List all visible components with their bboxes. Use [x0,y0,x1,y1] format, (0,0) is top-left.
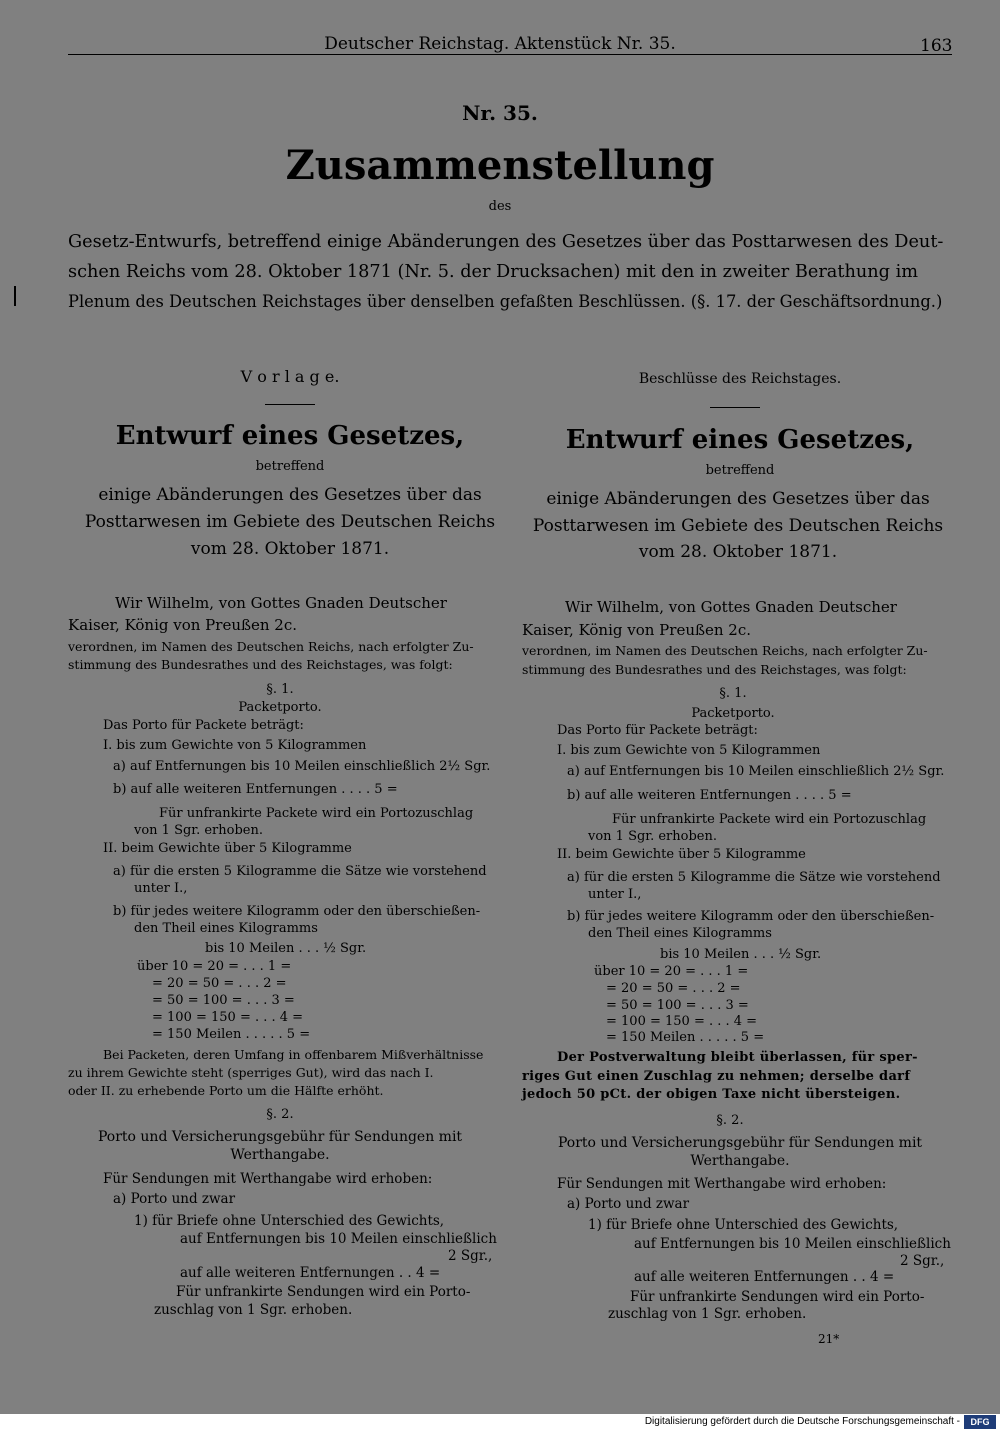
left-s2-title-1: Porto und Versicherungsgebühr für Sendungen mit [97,1129,463,1145]
right-porto-11: den Theil eines Kilogramms [588,926,772,941]
right-draft-title: Entwurf eines Gesetzes, [565,425,915,455]
right-betreffend: betreffend [705,463,775,478]
digitization-credit: Digitalisierung gefördert durch die Deutsche Forschungsgemeinschaft - [644,1416,960,1427]
left-s1: §. 1. [266,682,294,697]
right-s2-3: 1) für Briefe ohne Unterschied des Gewichts, [588,1217,899,1233]
right-table-row-3: = 20 = 50 = . . . 2 = [606,981,741,996]
left-enact-2: Kaiser, König von Preußen 2c. [68,616,298,634]
left-table-row-4: = 50 = 100 = . . . 3 = [152,993,295,1008]
right-enact-2: Kaiser, König von Preußen 2c. [522,621,752,639]
right-s2-1: Für Sendungen mit Werthangabe wird erhoben: [557,1176,887,1192]
signature-mark: 21* [818,1332,840,1346]
left-s2: §. 2. [266,1107,294,1122]
right-enact-4: stimmung des Bundesrathes und des Reichstages, was folgt: [522,662,907,677]
left-s2-8: zuschlag von 1 Sgr. erhoben. [154,1302,353,1318]
left-porto-8: a) für die ersten 5 Kilogramme die Sätze wie vorstehend [113,864,487,879]
right-table-row-1: bis 10 Meilen . . . ½ Sgr. [660,947,822,962]
left-bulk-3: oder II. zu erhebende Porto um die Hälfte erhöht. [68,1083,384,1098]
right-bulk-3: jedoch 50 pCt. der obigen Taxe nicht übersteigen. [522,1087,901,1102]
title-des: des [488,199,512,214]
intro-line-3: Plenum des Deutschen Reichstages über denselben gefaßten Beschlüssen. (§. 17. der Geschäftsordnung.) [68,292,943,311]
left-porto-7: II. beim Gewichte über 5 Kilogramme [103,841,352,856]
right-porto-5: Für unfrankirte Packete wird ein Portozuschlag [612,812,927,827]
left-enact-3: verordnen, im Namen des Deutschen Reichs, nach erfolgter Zu- [68,639,474,654]
right-s2-5: 2 Sgr., [900,1253,945,1269]
right-porto-2: I. bis zum Gewichte von 5 Kilogrammen [557,743,821,758]
right-s1-title: Packetporto. [691,706,775,721]
left-porto-3: a) auf Entfernungen bis 10 Meilen einschließlich 2½ Sgr. [113,759,491,774]
left-s2-1: Für Sendungen mit Werthangabe wird erhoben: [103,1171,433,1187]
right-table-row-5: = 100 = 150 = . . . 4 = [606,1014,758,1029]
right-s2-title-1: Porto und Versicherungsgebühr für Sendungen mit [557,1135,923,1151]
left-draft-title: Entwurf eines Gesetzes, [115,421,465,451]
right-table-row-4: = 50 = 100 = . . . 3 = [606,998,749,1013]
right-heading-rule [710,407,760,408]
right-table-row-2: über 10 = 20 = . . . 1 = [594,964,749,979]
right-enact-1: Wir Wilhelm, von Gottes Gnaden Deutscher [565,598,897,616]
right-porto-3: a) auf Entfernungen bis 10 Meilen einschließlich 2½ Sgr. [567,764,945,779]
margin-mark [14,286,16,306]
left-subject-2: Posttarwesen im Gebiete des Deutschen Reichs [84,512,496,532]
document-number: Nr. 35. [462,101,538,125]
left-table-row-3: = 20 = 50 = . . . 2 = [152,976,287,991]
running-title: Deutscher Reichstag. Aktenstück Nr. 35. [324,34,676,54]
page-number: 163 [920,36,953,56]
left-s2-3: 1) für Briefe ohne Unterschied des Gewichts, [134,1213,445,1229]
right-s2-title-2: Werthangabe. [690,1153,790,1169]
right-porto-4: b) auf alle weiteren Entfernungen . . . . 5 = [567,788,852,803]
dfg-logo: DFG [964,1415,996,1429]
right-s2-6: auf alle weiteren Entfernungen . . 4 = [634,1269,895,1285]
left-porto-6: von 1 Sgr. erhoben. [134,823,263,838]
right-s2-7: Für unfrankirte Sendungen wird ein Porto- [630,1289,925,1305]
document-title: Zusammenstellung [285,142,715,189]
left-enact-4: stimmung des Bundesrathes und des Reichstages, was folgt: [68,657,453,672]
left-subject-1: einige Abänderungen des Gesetzes über das [98,485,482,505]
left-betreffend: betreffend [255,459,325,474]
right-s2-4: auf Entfernungen bis 10 Meilen einschließlich [634,1236,951,1252]
right-column-heading: Beschlüsse des Reichstages. [638,371,842,387]
left-s2-title-2: Werthangabe. [230,1147,330,1163]
right-subject-1: einige Abänderungen des Gesetzes über das [546,489,930,509]
left-s2-5: 2 Sgr., [448,1248,493,1264]
left-s1-title: Packetporto. [238,700,322,715]
left-table-row-6: = 150 Meilen . . . . . 5 = [152,1027,311,1042]
right-subject-3: vom 28. Oktober 1871. [638,542,838,562]
left-heading-rule [265,404,315,405]
left-table-row-5: = 100 = 150 = . . . 4 = [152,1010,304,1025]
header-rule [68,54,952,55]
right-bulk-2: riges Gut einen Zuschlag zu nehmen; derselbe darf [522,1069,911,1084]
left-porto-4: b) auf alle weiteren Entfernungen . . . . 5 = [113,782,398,797]
intro-line-1: Gesetz-Entwurfs, betreffend einige Abänderungen des Gesetzes über das Posttarwesen des Deut- [68,232,944,252]
left-bulk-1: Bei Packeten, deren Umfang in offenbarem Mißverhältnisse [103,1047,484,1062]
right-porto-6: von 1 Sgr. erhoben. [588,829,717,844]
left-table-row-2: über 10 = 20 = . . . 1 = [137,959,292,974]
left-porto-5: Für unfrankirte Packete wird ein Portozuschlag [159,806,474,821]
left-porto-11: den Theil eines Kilogramms [134,921,318,936]
right-bulk-1: Der Postverwaltung bleibt überlassen, für sper- [557,1050,918,1065]
left-column-heading: V o r l a g e. [240,367,340,386]
right-s2: §. 2. [716,1113,744,1128]
left-bulk-2: zu ihrem Gewichte steht (sperriges Gut), wird das nach I. [68,1065,434,1080]
left-porto-1: Das Porto für Packete beträgt: [103,718,304,733]
left-s2-4: auf Entfernungen bis 10 Meilen einschließlich [180,1231,497,1247]
left-s2-6: auf alle weiteren Entfernungen . . 4 = [180,1265,441,1281]
right-s1: §. 1. [719,686,747,701]
right-s2-8: zuschlag von 1 Sgr. erhoben. [608,1306,807,1322]
left-porto-10: b) für jedes weitere Kilogramm oder den überschießen- [113,904,481,919]
right-table-row-6: = 150 Meilen . . . . . 5 = [606,1030,765,1045]
intro-line-2: schen Reichs vom 28. Oktober 1871 (Nr. 5. der Drucksachen) mit den in zweiter Berathung im [68,262,919,282]
left-porto-2: I. bis zum Gewichte von 5 Kilogrammen [103,738,367,753]
right-porto-10: b) für jedes weitere Kilogramm oder den überschießen- [567,909,935,924]
right-porto-9: unter I., [588,887,642,902]
left-enact-1: Wir Wilhelm, von Gottes Gnaden Deutscher [115,594,447,612]
right-s2-2: a) Porto und zwar [567,1196,690,1212]
left-subject-3: vom 28. Oktober 1871. [190,539,390,559]
right-porto-7: II. beim Gewichte über 5 Kilogramme [557,847,806,862]
left-table-row-1: bis 10 Meilen . . . ½ Sgr. [205,941,367,956]
right-enact-3: verordnen, im Namen des Deutschen Reichs, nach erfolgter Zu- [522,643,928,658]
right-porto-8: a) für die ersten 5 Kilogramme die Sätze wie vorstehend [567,870,941,885]
left-porto-9: unter I., [134,881,188,896]
right-subject-2: Posttarwesen im Gebiete des Deutschen Reichs [532,516,944,536]
left-s2-7: Für unfrankirte Sendungen wird ein Porto- [176,1284,471,1300]
left-s2-2: a) Porto und zwar [113,1191,236,1207]
right-porto-1: Das Porto für Packete beträgt: [557,723,758,738]
